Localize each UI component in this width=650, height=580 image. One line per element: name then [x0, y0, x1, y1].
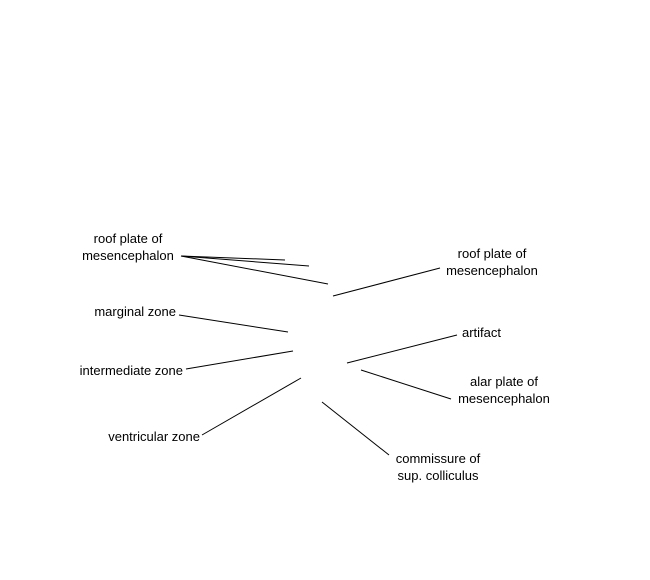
leader-line-commissure: [322, 402, 389, 455]
label-marginal-zone: marginal zone: [94, 304, 176, 319]
leader-line-artifact: [347, 335, 457, 363]
leader-line-alar-plate: [361, 370, 451, 399]
leader-line-intermediate-zone: [186, 351, 293, 369]
leader-line-roof-plate-left-3: [181, 256, 328, 284]
leader-line-roof-plate-right: [333, 268, 440, 296]
label-commissure: commissure of sup. colliculus: [395, 451, 481, 483]
leader-line-roof-plate-left-2: [181, 256, 309, 266]
leader-line-ventricular-zone: [202, 378, 301, 435]
label-alar-plate: alar plate of mesencephalon: [458, 374, 550, 406]
label-artifact: artifact: [462, 325, 502, 340]
label-roof-plate-right: roof plate of mesencephalon: [446, 246, 538, 278]
label-roof-plate-left: roof plate of mesencephalon: [82, 231, 174, 263]
label-intermediate-zone: intermediate zone: [79, 363, 183, 378]
leader-line-marginal-zone: [179, 315, 288, 332]
label-ventricular-zone: ventricular zone: [108, 429, 200, 444]
